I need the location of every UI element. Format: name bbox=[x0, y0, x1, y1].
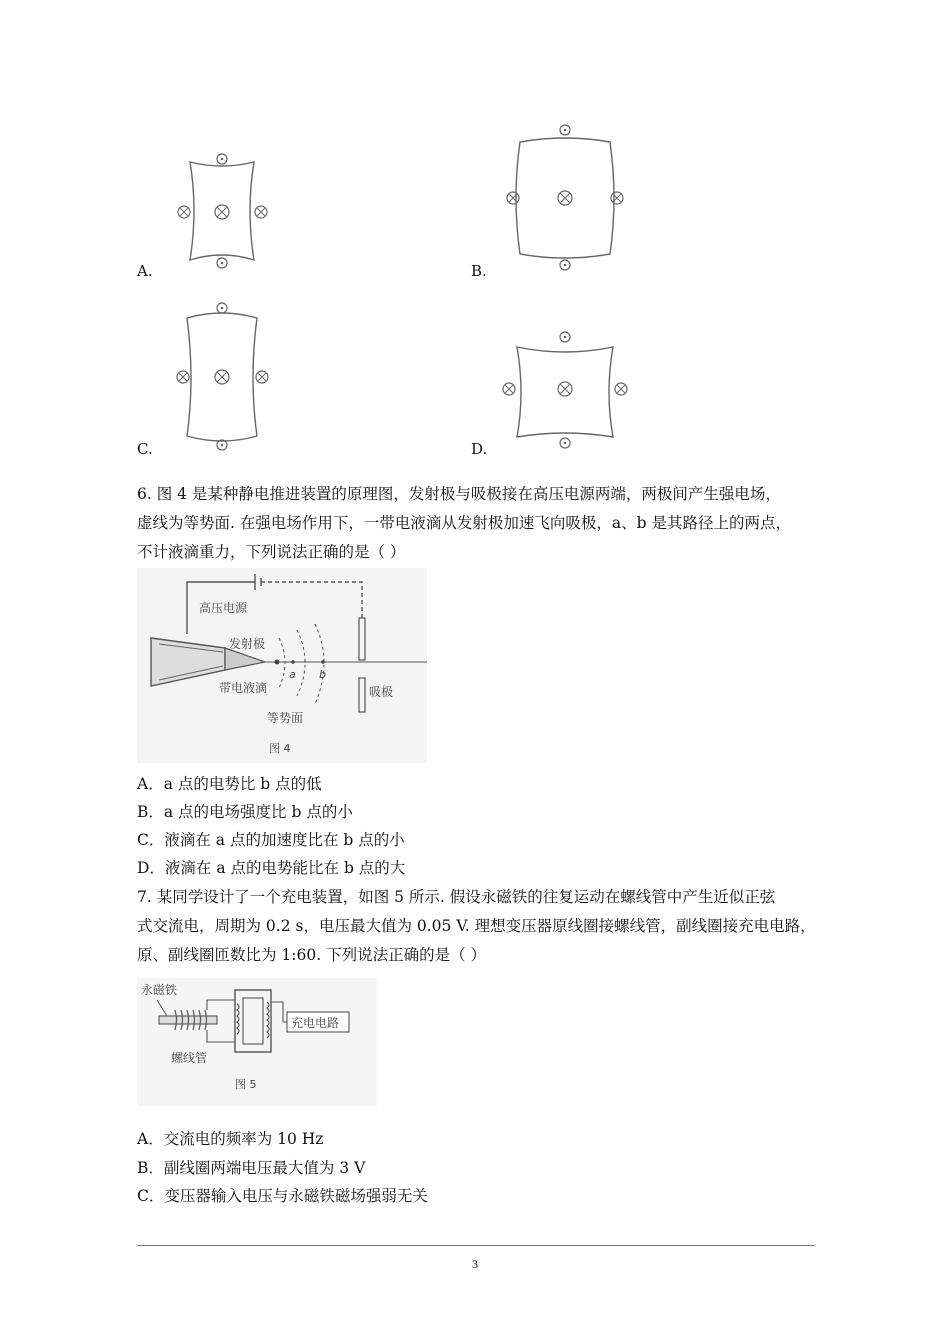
option-c-label: C. bbox=[137, 440, 153, 458]
figure-4-electrostatic-thruster bbox=[137, 568, 427, 763]
figure-option-a bbox=[160, 150, 290, 275]
figure-4-caption: 图 4 bbox=[269, 742, 291, 755]
q6-stem-line-2: 虚线为等势面. 在强电场作用下，一带电液滴从发射极加速飞向吸极，a、b 是其路径上的两点， bbox=[137, 514, 791, 532]
figure-5-caption: 图 5 bbox=[235, 1078, 257, 1091]
option-b-label: B. bbox=[471, 262, 487, 280]
q7-stem-line-1: 7. 某同学设计了一个充电装置，如图 5 所示. 假设永磁铁的往复运动在螺线管中产生近似正弦 bbox=[137, 888, 776, 906]
q7-option-a: A．交流电的频率为 10 Hz bbox=[137, 1130, 324, 1148]
q6-option-b: B．a 点的电场强度比 b 点的小 bbox=[137, 803, 353, 821]
label-absorber: 吸极 bbox=[369, 685, 394, 699]
figure-option-d bbox=[495, 325, 635, 460]
page-number: 3 bbox=[472, 1257, 478, 1271]
q7-option-b: B．副线圈两端电压最大值为 3 V bbox=[137, 1159, 366, 1177]
figure-option-b bbox=[495, 120, 635, 280]
option-a-label: A. bbox=[137, 262, 153, 280]
figure-5-charging-device bbox=[137, 978, 377, 1106]
label-point-b: b bbox=[319, 668, 326, 681]
q7-stem-line-2: 式交流电，周期为 0.2 s，电压最大值为 0.05 V. 理想变压器原线圈接螺线管，副线圈接充电电路， bbox=[137, 917, 816, 935]
label-equipotential: 等势面 bbox=[267, 711, 304, 725]
q7-option-c: C．变压器输入电压与永磁铁磁场强弱无关 bbox=[137, 1187, 428, 1205]
q6-stem-line-1: 6. 图 4 是某种静电推进装置的原理图，发射极与吸极接在高压电源两端，两极间产生强电场， bbox=[137, 485, 781, 503]
figure-option-c bbox=[165, 300, 285, 455]
footer-divider bbox=[137, 1245, 815, 1246]
q7-stem-line-3: 原、副线圈匝数比为 1:60. 下列说法正确的是（ ） bbox=[137, 946, 487, 964]
q6-stem-line-3: 不计液滴重力，下列说法正确的是（ ） bbox=[137, 543, 406, 561]
q6-option-c: C．液滴在 a 点的加速度比在 b 点的小 bbox=[137, 831, 405, 849]
label-solenoid: 螺线管 bbox=[171, 1051, 208, 1065]
q6-option-a: A．a 点的电势比 b 点的低 bbox=[137, 775, 322, 793]
label-point-a: a bbox=[289, 668, 296, 681]
label-droplet: 带电液滴 bbox=[219, 681, 268, 695]
option-d-label: D. bbox=[471, 440, 488, 458]
label-power-supply: 高压电源 bbox=[199, 601, 248, 615]
q6-option-d: D．液滴在 a 点的电势能比在 b 点的大 bbox=[137, 859, 406, 877]
label-magnet: 永磁铁 bbox=[141, 983, 178, 997]
label-emitter: 发射极 bbox=[229, 637, 266, 651]
label-charging-circuit: 充电电路 bbox=[291, 1016, 340, 1030]
